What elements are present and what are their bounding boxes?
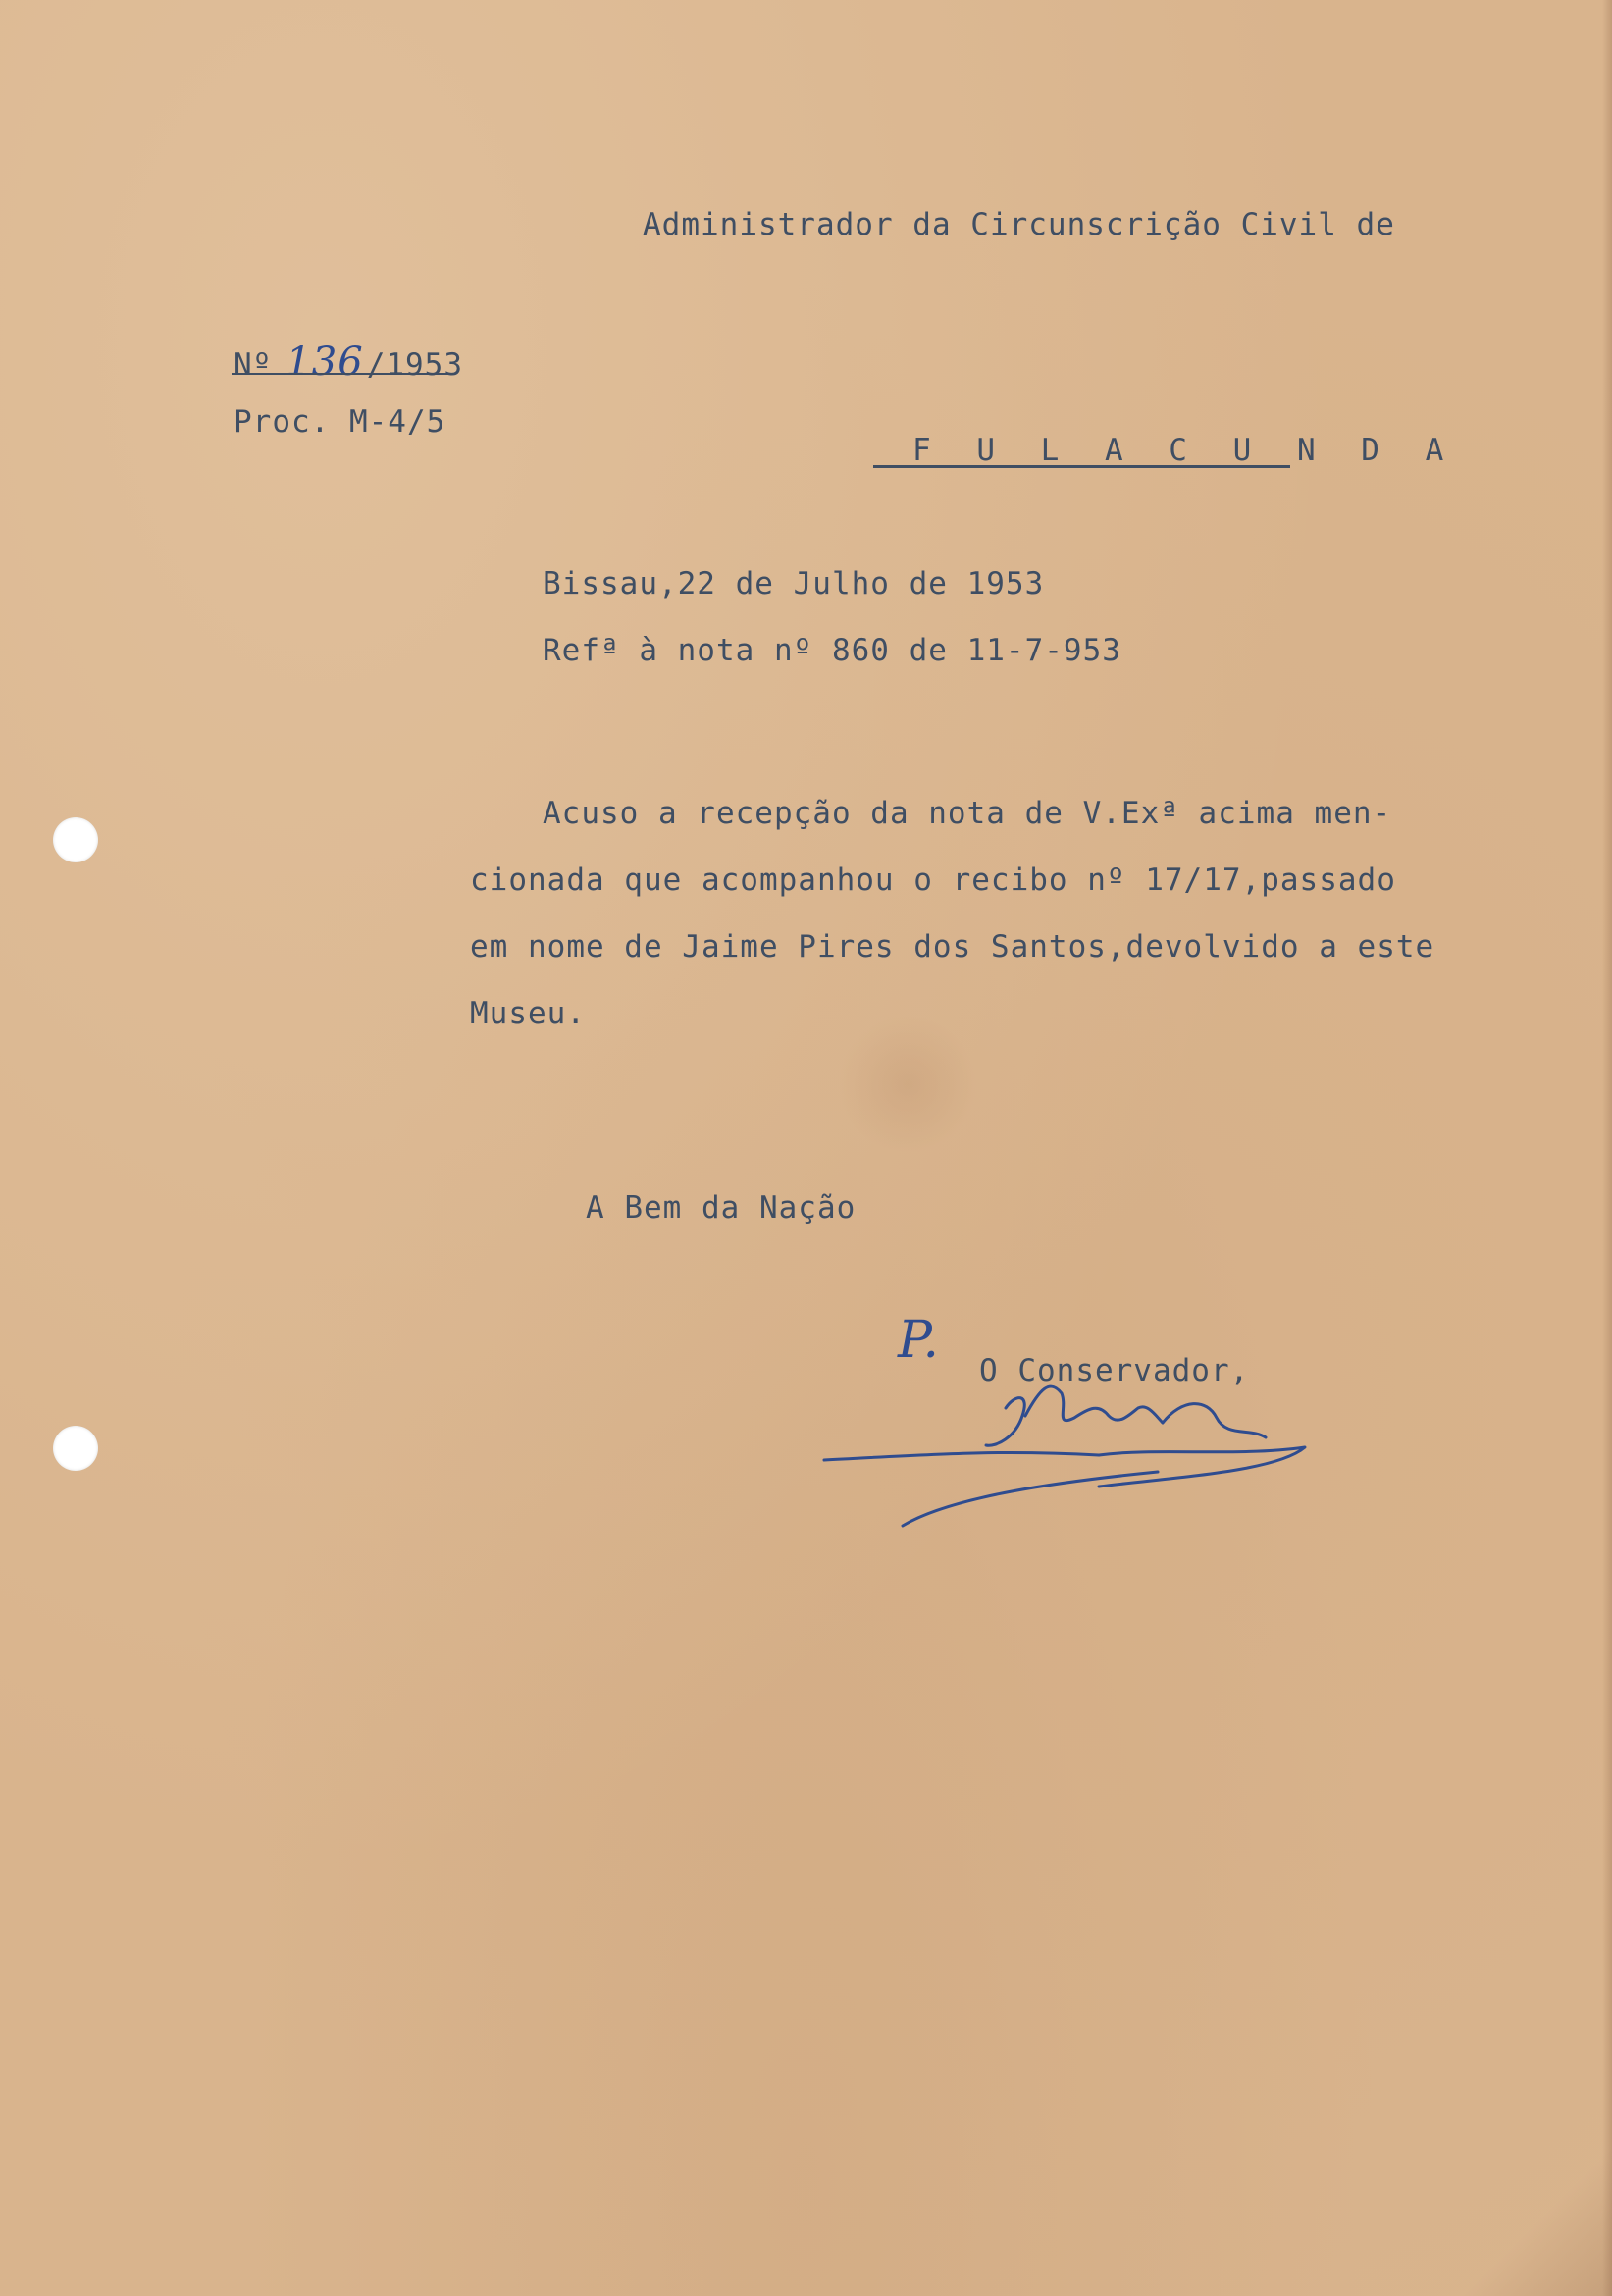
addressee-line: Administrador da Circunscrição Civil de — [643, 207, 1395, 242]
reference-number-prefix: Nº — [234, 347, 273, 383]
addressee-place: F U L A C U N D A — [912, 433, 1458, 468]
addressee-place-underline — [873, 465, 1290, 468]
reference-number-year: /1953 — [366, 347, 464, 383]
body-line-3: em nome de Jaime Pires dos Santos,devolvido a este — [470, 929, 1435, 965]
signoff-handwritten-mark: P. — [898, 1311, 940, 1370]
reference-number — [234, 339, 464, 385]
punch-hole-top — [53, 817, 98, 862]
place-date: Bissau,22 de Julho de 1953 — [543, 566, 1045, 601]
reference-number-handwritten: 136 — [286, 339, 364, 385]
reference-note: Refª à nota nº 860 de 11-7-953 — [543, 633, 1121, 668]
page-edge-shadow — [1602, 0, 1612, 2296]
punch-hole-bottom — [53, 1426, 98, 1471]
body-line-1: Acuso a recepção da nota de V.Exª acima men- — [543, 796, 1392, 831]
reference-number-underline — [232, 373, 449, 375]
body-line-2: cionada que acompanhou o recibo nº 17/17,passado — [470, 862, 1396, 898]
signature-flourish — [805, 1300, 1315, 1545]
closing-salutation: A Bem da Nação — [586, 1190, 857, 1226]
process-reference: Proc. M-4/5 — [234, 404, 446, 440]
body-line-4: Museu. — [470, 996, 586, 1031]
page-fold-shadow — [1435, 2139, 1612, 2296]
signoff-title: O Conservador, — [979, 1353, 1250, 1388]
